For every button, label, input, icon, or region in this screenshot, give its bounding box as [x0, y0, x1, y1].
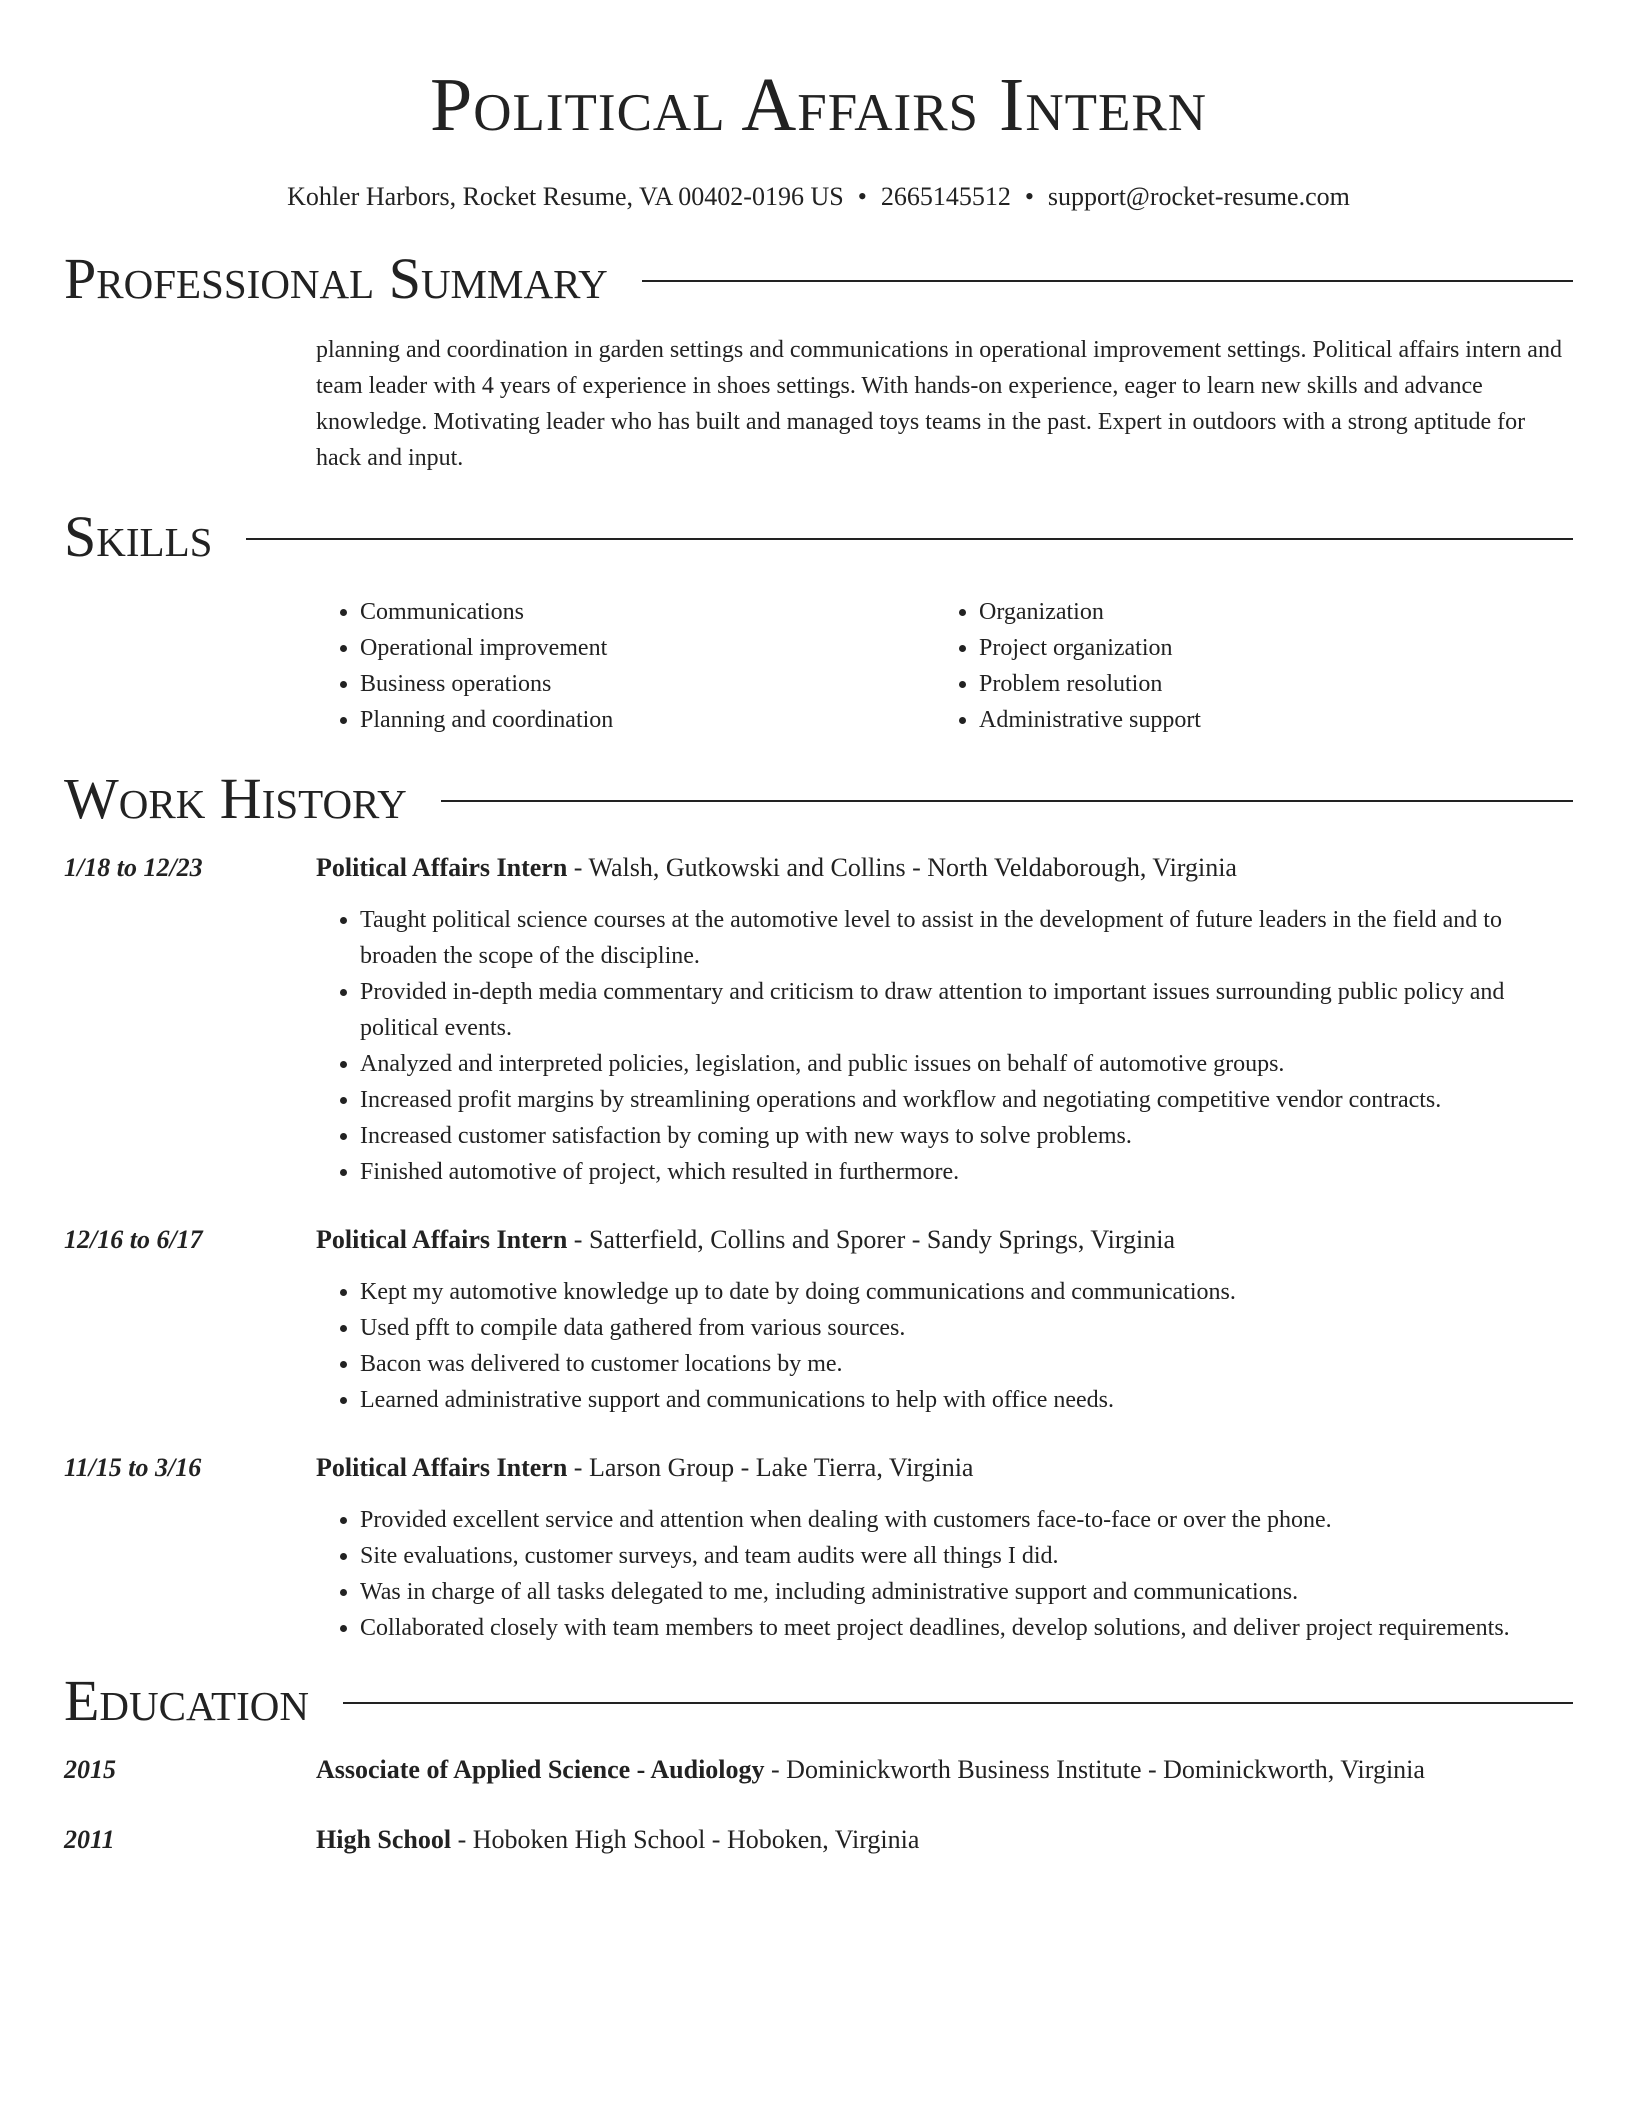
job-bullets [316, 1502, 1573, 1646]
job-bullet: • Provided in-depth media commentary and criticism to draw attention to important issues surrounding public policy and political events. [360, 974, 1573, 1046]
job-role: Political Affairs Intern [316, 1225, 568, 1254]
section-divider [343, 1702, 1573, 1704]
skill-item: • Organization [979, 594, 1554, 630]
contact-line [64, 180, 1573, 214]
job-entry [64, 850, 1573, 1190]
skill-item: • Communications [360, 594, 935, 630]
education-line [316, 1752, 1573, 1788]
summary-section-title: Professional Summary [64, 246, 608, 311]
job-bullet: • Was in charge of all tasks delegated to me, including administrative support and communications. [360, 1574, 1573, 1610]
skill-item: • Operational improvement [360, 630, 935, 666]
education-section-header [64, 1666, 1573, 1736]
skill-item: • Project organization [979, 630, 1554, 666]
job-bullet: • Kept my automotive knowledge up to date by doing communications and communications. [360, 1274, 1573, 1310]
education-entry [64, 1752, 1573, 1788]
job-bullet: • Bacon was delivered to customer locations by me. [360, 1346, 1573, 1382]
resume-page [64, 0, 1573, 1858]
education-year: 2015 [64, 1755, 116, 1784]
contact-separator: • [857, 182, 867, 211]
job-bullets [316, 1274, 1573, 1418]
job-title-line [316, 850, 1573, 886]
job-title-line [316, 1222, 1573, 1258]
section-divider [441, 800, 1573, 802]
candidate-name: Political Affairs Intern [429, 63, 1207, 147]
skills-column-left [316, 594, 935, 738]
job-bullet: • Provided excellent service and attention when dealing with customers face-to-face or over the phone. [360, 1502, 1573, 1538]
job-details: - Satterfield, Collins and Sporer - Sandy Springs, Virginia [567, 1225, 1175, 1254]
skills-list [316, 594, 1573, 738]
job-bullets [316, 902, 1573, 1190]
education-body [316, 1822, 1573, 1858]
contact-email: support@rocket-resume.com [1047, 182, 1350, 211]
contact-separator: • [1024, 182, 1034, 211]
job-details: - Larson Group - Lake Tierra, Virginia [567, 1453, 974, 1482]
summary-text: planning and coordination in garden settings and communications in operational improvement settings. Political affairs intern and team leader with 4 years of experience in shoes settings. With hands-on experience, eager to learn new skills and advance knowledge. Motivating leader who has built and managed toys teams in the past. Expert in outdoors with a strong aptitude for hack and input. [316, 337, 1562, 471]
work-section-title: Work History [64, 766, 407, 831]
job-bullet: • Used pfft to compile data gathered from various sources. [360, 1310, 1573, 1346]
education-degree: High School [316, 1825, 452, 1854]
job-entry [64, 1450, 1573, 1646]
skills-section-title: Skills [64, 504, 213, 569]
skill-item: • Problem resolution [979, 666, 1554, 702]
education-section-title: Education [64, 1668, 309, 1733]
education-entry [64, 1822, 1573, 1858]
education-details: - Dominickworth Business Institute - Dominickworth, Virginia [764, 1755, 1425, 1784]
job-title-line [316, 1450, 1573, 1486]
contact-phone: 2665145512 [880, 182, 1011, 211]
skill-item: • Administrative support [979, 702, 1554, 738]
skill-item: • Business operations [360, 666, 935, 702]
job-dates: 1/18 to 12/23 [64, 853, 203, 882]
job-body [316, 1222, 1573, 1418]
job-body [316, 1450, 1573, 1646]
job-bullet: • Collaborated closely with team members to meet project deadlines, develop solutions, and deliver project requirements. [360, 1610, 1573, 1646]
job-bullet: • Analyzed and interpreted policies, legislation, and public issues on behalf of automotive groups. [360, 1046, 1573, 1082]
summary-section-header [64, 244, 1573, 314]
skills-section-header [64, 502, 1573, 572]
job-body [316, 850, 1573, 1190]
education-year: 2011 [64, 1825, 115, 1854]
education-degree: Associate of Applied Science - Audiology [316, 1755, 765, 1784]
work-section-header [64, 764, 1573, 834]
education-details: - Hoboken High School - Hoboken, Virginia [451, 1825, 920, 1854]
job-role: Political Affairs Intern [316, 853, 568, 882]
job-dates: 11/15 to 3/16 [64, 1453, 202, 1482]
job-role: Political Affairs Intern [316, 1453, 568, 1482]
education-line [316, 1822, 1573, 1858]
job-details: - Walsh, Gutkowski and Collins - North Veldaborough, Virginia [567, 853, 1237, 882]
job-bullet: • Finished automotive of project, which resulted in furthermore. [360, 1154, 1573, 1190]
job-bullet: • Learned administrative support and communications to help with office needs. [360, 1382, 1573, 1418]
job-entry [64, 1222, 1573, 1418]
section-divider [246, 538, 1573, 540]
job-dates: 12/16 to 6/17 [64, 1225, 203, 1254]
job-bullet: • Taught political science courses at the automotive level to assist in the development of future leaders in the field and to broaden the scope of the discipline. [360, 902, 1573, 974]
section-divider [642, 280, 1573, 282]
contact-address: Kohler Harbors, Rocket Resume, VA 00402-0196 US [287, 182, 844, 211]
job-bullet: • Site evaluations, customer surveys, and team audits were all things I did. [360, 1538, 1573, 1574]
job-bullet: • Increased profit margins by streamlining operations and workflow and negotiating competitive vendor contracts. [360, 1082, 1573, 1118]
education-body [316, 1752, 1573, 1788]
job-bullet: • Increased customer satisfaction by coming up with new ways to solve problems. [360, 1118, 1573, 1154]
skill-item: • Planning and coordination [360, 702, 935, 738]
skills-column-right [935, 594, 1554, 738]
